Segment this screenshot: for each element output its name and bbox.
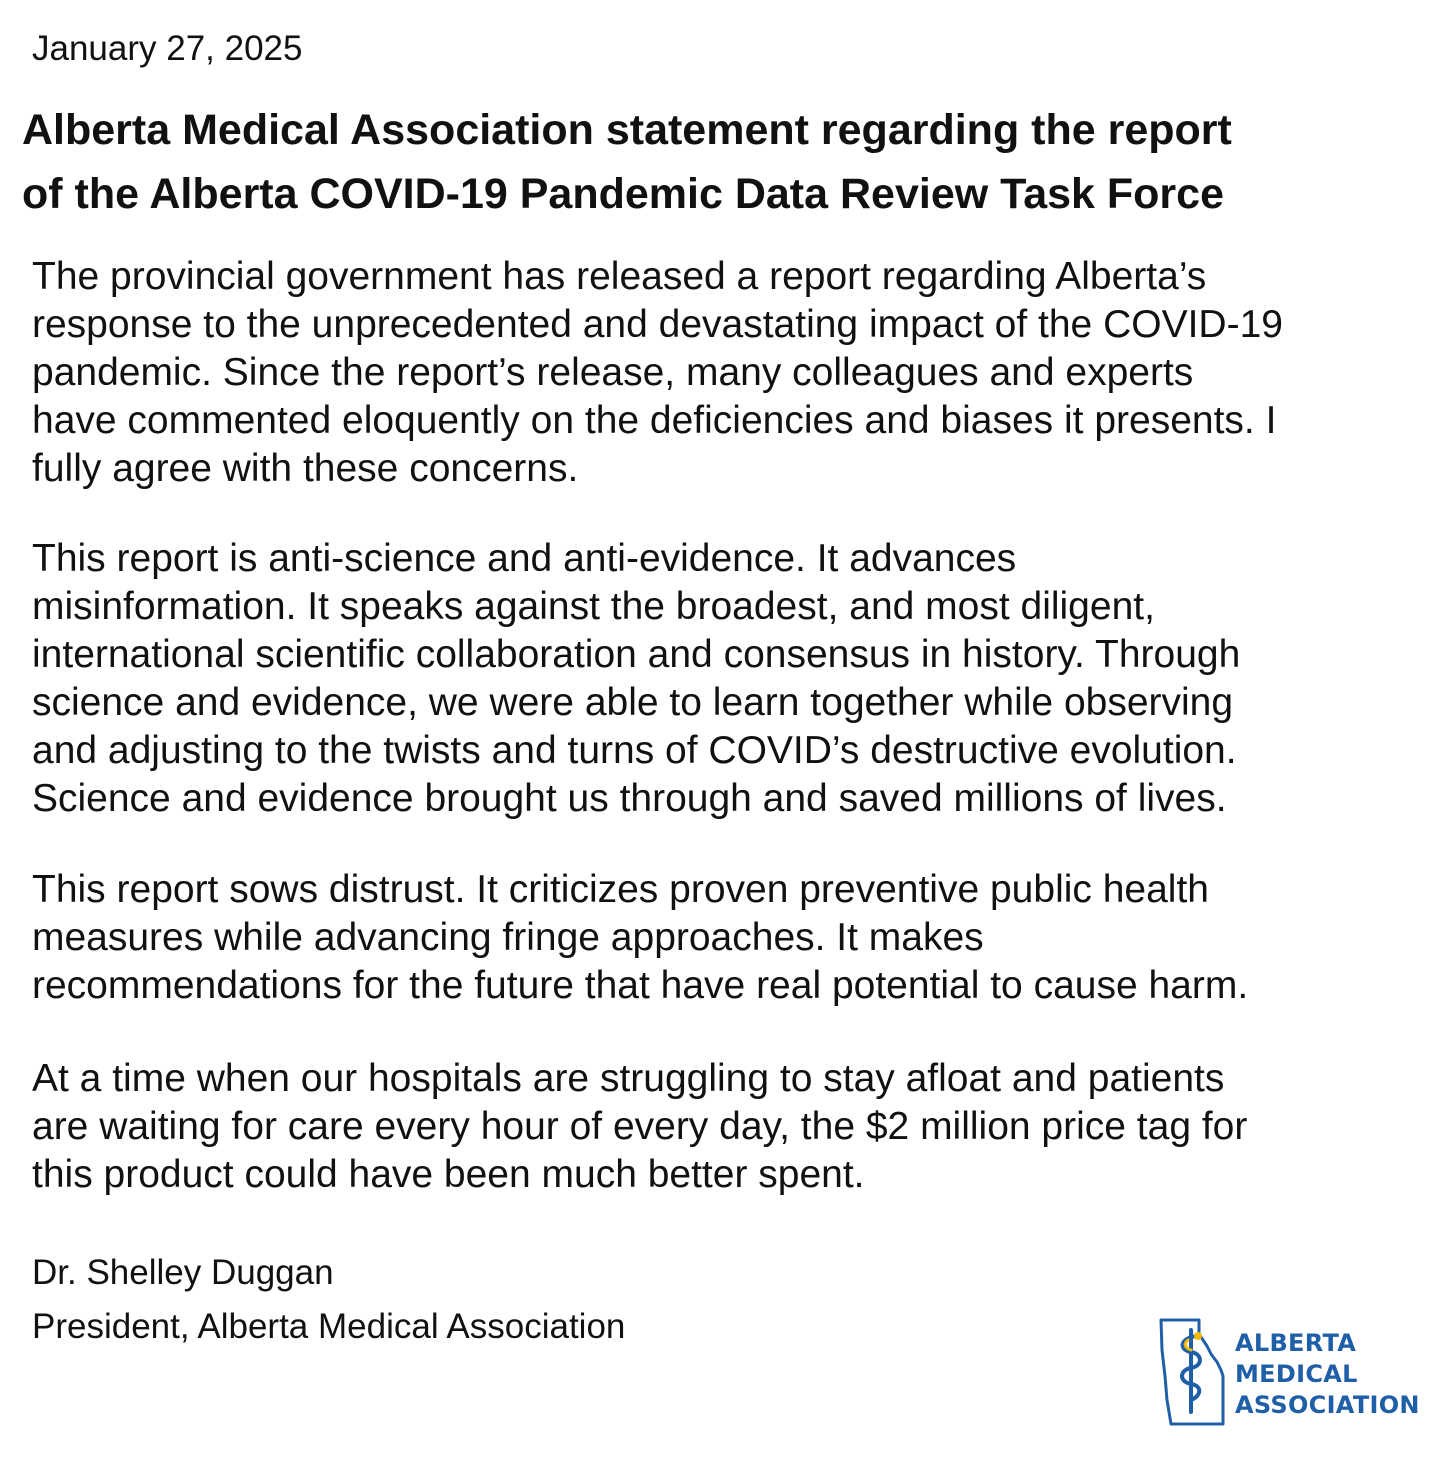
paragraph-line: have commented eloquently on the deficiencies and biases it presents. I: [32, 399, 1277, 442]
paragraph-line: this product could have been much better spent.: [32, 1153, 865, 1196]
ama-logo: [1155, 1316, 1425, 1430]
signature-name: Dr. Shelley Duggan: [32, 1253, 334, 1292]
signature-role: President, Alberta Medical Association: [32, 1307, 626, 1346]
alberta-map-caduceus-icon: [1155, 1316, 1229, 1430]
logo-line: MEDICAL: [1235, 1360, 1358, 1388]
paragraph-line: misinformation. It speaks against the broadest, and most diligent,: [32, 585, 1155, 628]
paragraph-line: This report is anti-science and anti-evidence. It advances: [32, 537, 1017, 580]
statement-date: January 27, 2025: [32, 29, 303, 68]
title-line: of the Alberta COVID-19 Pandemic Data Review Task Force: [22, 170, 1224, 218]
paragraph-line: Science and evidence brought us through and saved millions of lives.: [32, 777, 1227, 820]
paragraph-line: pandemic. Since the report’s release, many colleagues and experts: [32, 351, 1194, 394]
paragraph-1: [32, 253, 1432, 493]
paragraph-line: response to the unprecedented and devastating impact of the COVID-19: [32, 303, 1283, 346]
paragraph-line: international scientific collaboration and consensus in history. Through: [32, 633, 1241, 676]
paragraph-3: [32, 866, 1432, 1010]
title-line: Alberta Medical Association statement regarding the report: [22, 106, 1232, 154]
logo-line: ASSOCIATION: [1235, 1391, 1420, 1419]
paragraph-line: measures while advancing fringe approaches. It makes: [32, 916, 984, 959]
paragraph-line: recommendations for the future that have real potential to cause harm.: [32, 964, 1249, 1007]
paragraph-line: At a time when our hospitals are struggling to stay afloat and patients: [32, 1057, 1225, 1100]
paragraph-line: and adjusting to the twists and turns of COVID’s destructive evolution.: [32, 729, 1237, 772]
paragraph-line: The provincial government has released a report regarding Alberta’s: [32, 255, 1207, 298]
paragraph-4: [32, 1055, 1432, 1199]
paragraph-2: [32, 535, 1432, 823]
logo-line: ALBERTA: [1235, 1329, 1357, 1357]
paragraph-line: are waiting for care every hour of every day, the $2 million price tag for: [32, 1105, 1248, 1148]
paragraph-line: fully agree with these concerns.: [32, 447, 579, 490]
ama-logo-wordmark: [1235, 1328, 1420, 1421]
paragraph-line: science and evidence, we were able to learn together while observing: [32, 681, 1234, 724]
paragraph-line: This report sows distrust. It criticizes proven preventive public health: [32, 868, 1209, 911]
statement-title: [22, 98, 1422, 226]
